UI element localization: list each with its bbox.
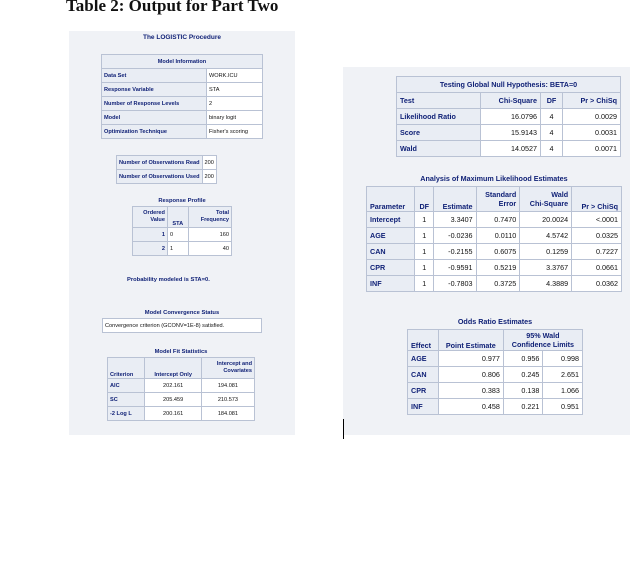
header-line: Ordered [143, 210, 165, 216]
row-label: Response Variable [102, 83, 207, 97]
parameter-cell: CAN [367, 244, 415, 260]
upper-limit-cell: 2.651 [543, 367, 583, 383]
row-value: binary logit [207, 111, 263, 125]
header-line: Confidence Limits [511, 340, 575, 349]
wald-cell: 20.0024 [520, 212, 572, 228]
column-header-intercept-only: Intercept Only [145, 358, 201, 379]
intercept-covariates-cell: 194.081 [201, 379, 254, 393]
table-row [397, 141, 621, 157]
intercept-only-cell: 202.161 [145, 379, 201, 393]
table-row [102, 97, 263, 111]
column-header-criterion: Criterion [108, 358, 145, 379]
header-line: Total [216, 210, 229, 216]
standard-error-cell: 0.0110 [476, 228, 520, 244]
standard-error-cell: 0.5219 [476, 260, 520, 276]
p-value-cell: 0.0031 [563, 125, 621, 141]
header-line: Wald [551, 190, 569, 199]
row-value: STA [207, 83, 263, 97]
lower-limit-cell: 0.221 [503, 399, 543, 415]
parameter-cell: INF [367, 276, 415, 292]
intercept-only-cell: 200.161 [145, 407, 201, 421]
table-row [367, 212, 622, 228]
header-line: Error [498, 199, 517, 208]
mle-table [366, 186, 622, 292]
model-information-caption: Model Information [102, 55, 263, 69]
global-null-table [396, 76, 621, 157]
p-value-cell: 0.0661 [572, 260, 622, 276]
table-row [102, 111, 263, 125]
column-header-estimate: Estimate [434, 187, 476, 212]
lower-limit-cell: 0.245 [503, 367, 543, 383]
df-cell: 4 [540, 141, 562, 157]
chi-square-cell: 15.9143 [480, 125, 540, 141]
row-value: 200 [202, 170, 216, 184]
upper-limit-cell: 0.951 [543, 399, 583, 415]
effect-cell: INF [408, 399, 439, 415]
table-row [408, 351, 583, 367]
wald-cell: 4.5742 [520, 228, 572, 244]
column-header-effect: Effect [408, 330, 439, 351]
df-cell: 1 [415, 212, 434, 228]
p-value-cell: 0.0362 [572, 276, 622, 292]
convergence-caption: Model Convergence Status [144, 310, 220, 316]
table-row [408, 367, 583, 383]
upper-limit-cell: 0.998 [543, 351, 583, 367]
probability-modeled-note: Probability modeled is STA=0. [127, 277, 210, 283]
convergence-table [102, 318, 262, 333]
intercept-covariates-cell: 184.081 [201, 407, 254, 421]
odds-ratio-caption: Odds Ratio Estimates [457, 317, 533, 326]
estimate-cell: 3.3407 [434, 212, 476, 228]
header-line: 95% Wald [526, 331, 560, 340]
test-cell: Likelihood Ratio [397, 109, 481, 125]
column-header-confidence-limits [503, 330, 582, 351]
odds-ratio-table [407, 329, 583, 415]
table-row [108, 407, 255, 421]
column-header-ordered-value [133, 207, 168, 228]
column-header-p-value: Pr > ChiSq [572, 187, 622, 212]
table-row [367, 276, 622, 292]
p-value-cell: <.0001 [572, 212, 622, 228]
odds-ratio-section [407, 317, 583, 415]
column-header-p-value: Pr > ChiSq [563, 93, 621, 109]
row-label: Model [102, 111, 207, 125]
estimate-cell: -0.2155 [434, 244, 476, 260]
table-row [367, 260, 622, 276]
column-header-df: DF [540, 93, 562, 109]
column-header-wald-chi-square [520, 187, 572, 212]
sta-cell: 1 [167, 242, 188, 256]
table-row [367, 228, 622, 244]
effect-cell: CPR [408, 383, 439, 399]
observations-table [116, 155, 217, 184]
procedure-title: The LOGISTIC Procedure [142, 34, 221, 41]
convergence-text: Convergence criterion (GCONV=1E-8) satisfied. [103, 319, 262, 333]
row-label: Number of Observations Read [117, 156, 203, 170]
model-information-section [101, 54, 263, 139]
response-profile-section [132, 198, 232, 256]
table-row [102, 83, 263, 97]
table-row [408, 399, 583, 415]
row-label: Data Set [102, 69, 207, 83]
page-heading: Table 2: Output for Part Two [66, 0, 279, 15]
effect-cell: CAN [408, 367, 439, 383]
criterion-cell: -2 Log L [108, 407, 145, 421]
convergence-section [102, 310, 262, 333]
wald-cell: 4.3889 [520, 276, 572, 292]
row-value: 200 [202, 156, 216, 170]
effect-cell: AGE [408, 351, 439, 367]
right-output-panel [343, 67, 630, 435]
column-header-point-estimate: Point Estimate [438, 330, 503, 351]
row-label: Optimization Technique [102, 125, 207, 139]
column-header-standard-error [476, 187, 520, 212]
column-header-intercept-covariates [201, 358, 254, 379]
df-cell: 1 [415, 276, 434, 292]
estimate-cell: -0.7803 [434, 276, 476, 292]
df-cell: 4 [540, 109, 562, 125]
observations-section [116, 155, 217, 184]
point-estimate-cell: 0.383 [438, 383, 503, 399]
table-row [397, 109, 621, 125]
table-row [117, 170, 217, 184]
upper-limit-cell: 1.066 [543, 383, 583, 399]
header-line: Intercept and [216, 361, 252, 367]
parameter-cell: Intercept [367, 212, 415, 228]
p-value-cell: 0.0325 [572, 228, 622, 244]
header-line: Standard [485, 190, 517, 199]
p-value-cell: 0.0029 [563, 109, 621, 125]
ordered-value-cell: 2 [133, 242, 168, 256]
response-profile-table [132, 206, 232, 256]
wald-cell: 3.3767 [520, 260, 572, 276]
sta-cell: 0 [167, 228, 188, 242]
point-estimate-cell: 0.458 [438, 399, 503, 415]
parameter-cell: CPR [367, 260, 415, 276]
parameter-cell: AGE [367, 228, 415, 244]
lower-limit-cell: 0.956 [503, 351, 543, 367]
row-label: Number of Response Levels [102, 97, 207, 111]
lower-limit-cell: 0.138 [503, 383, 543, 399]
row-label: Number of Observations Used [117, 170, 203, 184]
table-row [117, 156, 217, 170]
point-estimate-cell: 0.977 [438, 351, 503, 367]
standard-error-cell: 0.3725 [476, 276, 520, 292]
column-header-test: Test [397, 93, 481, 109]
fit-statistics-caption: Model Fit Statistics [154, 349, 208, 355]
global-null-caption: Testing Global Null Hypothesis: BETA=0 [397, 77, 621, 93]
test-cell: Score [397, 125, 481, 141]
fit-statistics-section [107, 349, 255, 421]
standard-error-cell: 0.7470 [476, 212, 520, 228]
intercept-covariates-cell: 210.573 [201, 393, 254, 407]
model-information-table [101, 54, 263, 139]
table-row [108, 379, 255, 393]
column-header-sta: STA [167, 207, 188, 228]
df-cell: 1 [415, 260, 434, 276]
header-line: Frequency [200, 217, 229, 223]
row-value: Fisher's scoring [207, 125, 263, 139]
row-value: 2 [207, 97, 263, 111]
mle-caption: Analysis of Maximum Likelihood Estimates [420, 174, 568, 183]
table-row [102, 69, 263, 83]
frequency-cell: 160 [188, 228, 231, 242]
chi-square-cell: 14.0527 [480, 141, 540, 157]
left-output-panel [69, 31, 295, 435]
df-cell: 1 [415, 244, 434, 260]
point-estimate-cell: 0.806 [438, 367, 503, 383]
ordered-value-cell: 1 [133, 228, 168, 242]
wald-cell: 0.1259 [520, 244, 572, 260]
row-value: WORK.ICU [207, 69, 263, 83]
table-row [133, 228, 232, 242]
estimate-cell: -0.0236 [434, 228, 476, 244]
table-row [367, 244, 622, 260]
header-line: Value [150, 217, 165, 223]
p-value-cell: 0.7227 [572, 244, 622, 260]
column-header-chi-square: Chi-Square [480, 93, 540, 109]
df-cell: 4 [540, 125, 562, 141]
table-row [103, 319, 262, 333]
table-row [108, 393, 255, 407]
test-cell: Wald [397, 141, 481, 157]
table-row [397, 125, 621, 141]
df-cell: 1 [415, 228, 434, 244]
criterion-cell: SC [108, 393, 145, 407]
fit-statistics-table [107, 357, 255, 421]
table-row [133, 242, 232, 256]
standard-error-cell: 0.6075 [476, 244, 520, 260]
column-header-total-frequency [188, 207, 231, 228]
column-header-df: DF [415, 187, 434, 212]
text-cursor [343, 419, 344, 439]
intercept-only-cell: 205.459 [145, 393, 201, 407]
column-header-parameter: Parameter [367, 187, 415, 212]
criterion-cell: AIC [108, 379, 145, 393]
response-profile-caption: Response Profile [158, 198, 206, 204]
table-row [102, 125, 263, 139]
table-row [408, 383, 583, 399]
header-line: Covariates [223, 368, 252, 374]
p-value-cell: 0.0071 [563, 141, 621, 157]
mle-section [366, 174, 622, 292]
header-line: Chi-Square [529, 199, 569, 208]
frequency-cell: 40 [188, 242, 231, 256]
estimate-cell: -0.9591 [434, 260, 476, 276]
global-null-section [396, 76, 621, 157]
chi-square-cell: 16.0796 [480, 109, 540, 125]
